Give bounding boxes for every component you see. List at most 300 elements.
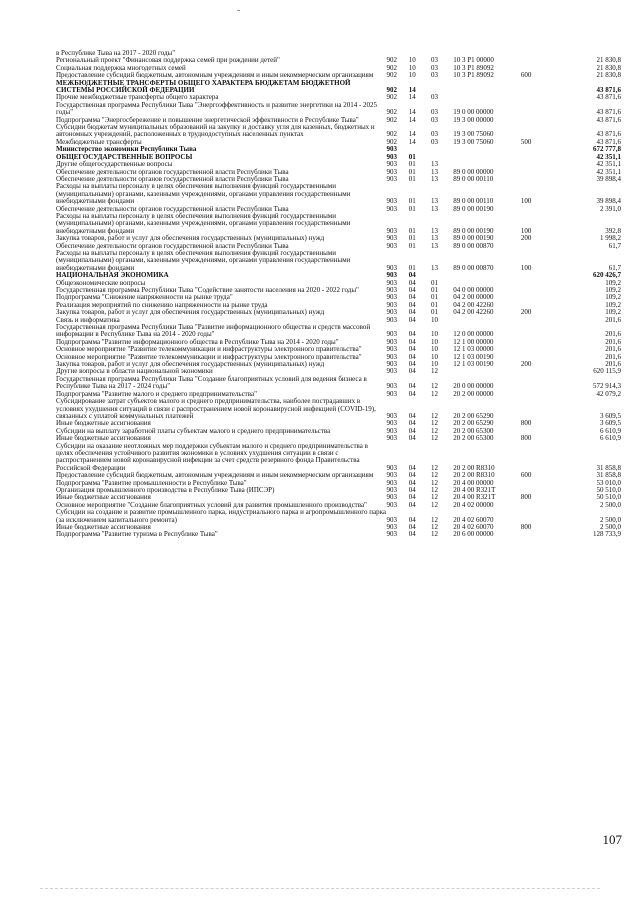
row-amount: 201,6	[605, 330, 621, 339]
row-subsection-code: 12	[430, 493, 438, 502]
row-amount: 201,6	[605, 337, 621, 346]
row-ministry-code: 903	[386, 308, 397, 317]
row-section-code: 04	[408, 286, 416, 294]
row-target-article: 10 3 P1 89092	[453, 63, 494, 72]
row-ministry-code: 903	[386, 478, 397, 487]
row-section-code: 01	[408, 204, 416, 213]
row-target-article: 89 0 00 00870	[453, 263, 494, 272]
row-target-article: 04 0 00 00000	[453, 286, 494, 294]
row-expense-type	[521, 346, 546, 353]
row-target-article	[453, 368, 521, 375]
row-target-article: 04 2 00 00000	[453, 293, 494, 302]
row-target-article: 20 2 00 00000	[453, 389, 494, 398]
row-amount: 31 858,8	[596, 463, 621, 472]
row-expense-type	[521, 398, 546, 420]
row-subsection-code: 03	[430, 115, 438, 124]
row-name: Межбюджетные трансферты	[56, 137, 142, 146]
row-target-article: 89 0 00 00110	[453, 197, 494, 206]
row-section-code: 14	[408, 115, 416, 124]
row-target-article: 19 3 00 00000	[453, 115, 494, 124]
row-name: Субсидирование затрат субъектов малого и среднего предпринимательства, наиболее пострадавших в условиях ухудшения ситуаций в связи с распространением новой коронавирусной инфекцией (COVID-19), связанных с уплатой коммунальных платежей	[56, 397, 376, 420]
row-ministry-code: 903	[386, 160, 397, 169]
row-name: Расходы на выплаты персоналу в целях обеспечения выполнения функций государственными (муниципальными) органами, казенными учреждениями, органами управления государственными внебюджетными фондами	[56, 211, 351, 235]
row-subsection-code: 13	[430, 241, 438, 250]
row-subsection-code: 12	[430, 500, 438, 509]
row-expense-type	[521, 146, 546, 153]
row-target-article	[453, 317, 521, 324]
table-row	[56, 443, 621, 473]
row-section-code: 01	[408, 174, 416, 183]
row-amount: 39 898,4	[596, 197, 621, 206]
row-amount: 392,8	[605, 226, 621, 235]
row-amount: 21 830,8	[596, 56, 621, 65]
row-name: Обеспечение деятельности органов государственной власти Республики Тыва	[56, 241, 289, 250]
row-section-code: 10	[408, 63, 416, 72]
row-expense-type	[521, 376, 546, 391]
row-amount: 53 010,0	[596, 478, 621, 487]
row-ministry-code: 902	[386, 115, 397, 124]
row-amount: 39 898,4	[596, 174, 621, 183]
row-amount: 2 391,0	[600, 204, 621, 213]
row-section-code: 01	[408, 167, 416, 176]
row-target-article: 20 2 00 65300	[453, 426, 494, 435]
row-subsection-code: 13	[430, 197, 438, 206]
row-target-article: 20 4 02 60070	[453, 523, 494, 531]
row-ministry-code: 903	[386, 367, 397, 376]
bottom-divider	[40, 888, 600, 889]
row-subsection-code: 03	[430, 108, 438, 117]
row-ministry-code: 903	[386, 337, 397, 346]
row-ministry-code: 903	[386, 500, 397, 509]
row-target-article: 89 0 00 00190	[453, 226, 494, 235]
row-section-code: 04	[408, 330, 416, 339]
row-name: Закупка товаров, работ и услуг для обеспечения государственных (муниципальных) нужд	[56, 234, 325, 243]
row-section-code: 04	[408, 389, 416, 398]
row-subsection-code: 10	[430, 345, 438, 354]
row-section-code: 04	[408, 426, 416, 435]
row-name: Прочие межбюджетные трансферты общего характера	[56, 93, 219, 102]
row-ministry-code: 903	[386, 411, 397, 420]
row-ministry-code: 903	[386, 530, 397, 539]
row-section-code: 14	[408, 93, 416, 102]
row-subsection-code: 12	[430, 426, 438, 435]
table-row	[56, 509, 621, 524]
row-name: Реализация мероприятий по снижению напряженности на рынке труда	[56, 300, 268, 309]
row-section-code: 10	[408, 71, 416, 80]
row-subsection-code: 03	[430, 137, 438, 146]
row-target-article: 12 1 03 00190	[453, 360, 494, 369]
row-name: Государственная программа Республики Тыва "Содействие занятости населения на 2020 - 2022 годы"	[56, 286, 359, 294]
table-row	[56, 309, 621, 316]
row-name: НАЦИОНАЛЬНАЯ ЭКОНОМИКА	[56, 271, 169, 280]
row-section-code: 04	[408, 345, 416, 354]
row-name: Субсидии на создание и развитие промышленного парка, индустриального парка и агропромышленного парка (за исключением капитального ремонта)	[56, 508, 387, 524]
row-expense-type	[521, 531, 546, 538]
row-subsection-code	[431, 80, 453, 95]
table-row	[56, 250, 621, 272]
table-row	[56, 102, 621, 117]
row-section-code: 04	[408, 434, 416, 443]
row-ministry-code: 902	[386, 93, 397, 102]
row-section-code: 01	[408, 197, 416, 206]
row-subsection-code: 12	[430, 471, 438, 480]
row-expense-type	[521, 317, 546, 324]
row-subsection-code: 12	[430, 411, 438, 420]
row-name: в Республике Тыва на 2017 - 2020 годы"	[56, 49, 176, 57]
row-subsection-code: 01	[430, 300, 438, 309]
row-subsection-code: 12	[430, 523, 438, 531]
row-amount: 1 998,2	[600, 234, 621, 243]
row-ministry-code: 903	[386, 515, 397, 524]
row-expense-type: 800	[520, 493, 532, 502]
row-expense-type: 100	[520, 263, 532, 272]
row-expense-type	[521, 124, 546, 139]
row-ministry-code: 902	[386, 56, 397, 65]
row-name: Министерство экономики Республики Тыва	[56, 145, 197, 154]
row-name: Другие вопросы в области национальной экономики	[56, 367, 213, 376]
row-amount: 43 871,6	[596, 93, 621, 102]
row-section-code: 14	[408, 108, 416, 117]
table-row	[56, 398, 621, 420]
row-ministry-code: 903	[386, 360, 397, 369]
row-name: Иные бюджетные ассигнования	[56, 523, 151, 531]
row-subsection-code: 01	[430, 286, 438, 294]
row-ministry-code: 903	[386, 241, 397, 250]
row-name: Связь и информатика	[56, 315, 120, 324]
row-amount: 2 500,0	[600, 500, 621, 509]
row-target-article: 20 2 00 65290	[453, 419, 494, 428]
row-expense-type	[521, 206, 546, 213]
row-target-article: 10 3 P1 00000	[453, 56, 494, 65]
row-subsection-code: 10	[430, 315, 438, 324]
row-expense-type	[521, 324, 546, 339]
row-subsection-code	[431, 146, 453, 153]
row-ministry-code: 903	[386, 271, 397, 280]
row-section-code: 04	[408, 478, 416, 487]
row-name: Субсидии на оказание неотложных мер поддержки субъектам малого и среднего предпринимательства в целях обеспечения устойчивого развития экономики в условиях ухудшения ситуации в связи с распространением новой коронавирусной инфекции за счет средств резервного фонда Правительства Российской Федерации	[56, 441, 368, 472]
row-name: Основное мероприятие "Развитие телекоммуникации и инфраструктуры электронного правительства"	[56, 345, 362, 354]
row-name: МЕЖБЮДЖЕТНЫЕ ТРАНСФЕРТЫ ОБЩЕГО ХАРАКТЕРА БЮДЖЕТАМ БЮДЖЕТНОЙ СИСТЕМЫ РОССИЙСКОЙ ФЕДЕРАЦИИ	[56, 78, 351, 95]
row-target-article: 10 3 P1 89092	[453, 71, 494, 80]
row-subsection-code: 13	[430, 204, 438, 213]
row-section-code: 04	[408, 411, 416, 420]
row-subsection-code: 12	[430, 367, 438, 376]
table-row	[56, 376, 621, 391]
row-ministry-code: 902	[386, 137, 397, 146]
table-row	[56, 531, 621, 538]
row-amount: 109,2	[605, 293, 621, 302]
row-ministry-code: 903	[386, 389, 397, 398]
row-target-article: 20 2 00 R8310	[453, 463, 495, 472]
row-section-code: 04	[408, 500, 416, 509]
row-amount: 21 830,8	[596, 71, 621, 80]
row-section-code: 04	[408, 308, 416, 317]
row-name: Подпрограмма "Снижение напряженности на рынке труда"	[56, 293, 233, 302]
row-section-code: 04	[408, 530, 416, 539]
row-ministry-code: 903	[386, 485, 397, 494]
row-amount: 109,2	[605, 286, 621, 294]
row-ministry-code: 903	[386, 286, 397, 294]
row-amount: 43 871,6	[596, 115, 621, 124]
row-ministry-code: 902	[386, 71, 397, 80]
row-subsection-code: 13	[430, 174, 438, 183]
row-name: Расходы на выплаты персоналу в целях обеспечения выполнения функций государственными (муниципальными) органами, казенными учреждениями, органами управления государственными внебюджетными фондами	[56, 182, 351, 206]
row-amount: 3 609,5	[600, 411, 621, 420]
row-expense-type	[521, 509, 546, 524]
row-target-article: 20 4 00 R321T	[453, 493, 496, 502]
row-amount: 6 610,9	[600, 434, 621, 443]
row-section-code: 01	[408, 160, 416, 169]
row-amount: 109,2	[605, 278, 621, 287]
row-section-code: 04	[408, 300, 416, 309]
row-expense-type	[521, 176, 546, 183]
scan-mark	[237, 10, 240, 11]
row-amount: 61,7	[608, 241, 621, 250]
row-subsection-code: 13	[430, 234, 438, 243]
row-target-article	[453, 154, 521, 161]
row-amount: 42 079,2	[596, 389, 621, 398]
row-expense-type: 100	[520, 226, 532, 235]
row-amount: 43 871,6	[596, 130, 621, 139]
row-name: Субсидии на выплату заработной платы субъектам малого и среднего предпринимательства	[56, 426, 331, 435]
row-section-code: 10	[408, 56, 416, 65]
row-name: Региональный проект "Финансовая поддержка семей при рождении детей"	[56, 56, 280, 65]
row-ministry-code: 903	[386, 345, 397, 354]
row-target-article: 20 2 00 65300	[453, 434, 494, 443]
row-ministry-code: 903	[386, 330, 397, 339]
row-subsection-code: 03	[430, 93, 438, 102]
row-name: Общеэкономические вопросы	[56, 278, 146, 287]
table-row	[56, 183, 621, 205]
row-amount: 50 510,0	[596, 485, 621, 494]
row-subsection-code: 01	[430, 278, 438, 287]
row-target-article	[453, 272, 521, 279]
row-expense-type	[521, 94, 546, 101]
row-ministry-code: 903	[386, 278, 397, 287]
row-target-article: 20 4 00 R321T	[453, 485, 496, 494]
row-subsection-code: 12	[430, 478, 438, 487]
row-subsection-code: 13	[430, 263, 438, 272]
row-target-article: 04 2 00 42260	[453, 308, 494, 317]
row-subsection-code: 03	[430, 71, 438, 80]
row-section-code: 04	[408, 485, 416, 494]
row-subsection-code: 12	[430, 382, 438, 391]
row-ministry-code: 903	[386, 434, 397, 443]
row-section-code: 14	[408, 86, 416, 95]
row-name: ОБЩЕГОСУДАРСТВЕННЫЕ ВОПРОСЫ	[56, 152, 193, 161]
row-expense-type: 200	[520, 360, 532, 369]
row-expense-type	[521, 80, 546, 95]
row-ministry-code: 903	[386, 471, 397, 480]
row-name: Подпрограмма "Развитие малого и среднего предпринимательства"	[56, 389, 257, 398]
row-target-article: 89 0 00 00110	[453, 174, 494, 183]
row-subsection-code: 03	[430, 130, 438, 139]
row-subsection-code: 12	[430, 515, 438, 524]
row-target-article: 12 1 03 00000	[453, 345, 494, 354]
row-subsection-code: 10	[430, 330, 438, 339]
row-amount: 672 777,8	[593, 145, 621, 154]
row-amount: 21 830,8	[596, 63, 621, 72]
row-name: Подпрограмма "Развитие промышленности в Республике Тыва"	[56, 478, 247, 487]
row-name: Субсидии бюджетам муниципальных образований на закупку и доставку угля для казенных, бюджетных и автономных учреждений, расположенных в труднодоступных населенных пунктах	[56, 123, 375, 139]
row-expense-type: 500	[520, 137, 532, 146]
row-name: Обеспечение деятельности органов государственной власти Республики Тыва	[56, 174, 289, 183]
row-expense-type	[521, 50, 546, 57]
row-subsection-code: 12	[430, 485, 438, 494]
row-subsection-code: 03	[430, 63, 438, 72]
row-name: Обеспечение деятельности органов государственной власти Республики Тыва	[56, 204, 289, 213]
page-number: 107	[602, 832, 622, 847]
row-ministry-code: 903	[386, 352, 397, 361]
row-ministry-code: 903	[386, 204, 397, 213]
row-ministry-code: 902	[386, 130, 397, 139]
row-subsection-code: 12	[430, 434, 438, 443]
row-target-article: 89 0 00 00190	[453, 204, 494, 213]
row-amount: 201,6	[605, 315, 621, 324]
row-section-code: 04	[408, 360, 416, 369]
budget-table-page	[56, 50, 621, 539]
row-amount: 201,6	[605, 352, 621, 361]
row-subsection-code: 01	[430, 308, 438, 317]
row-name: Подпрограмма "Развитие информационного общества в Республике Тыва на 2014 - 2020 годы"	[56, 337, 339, 346]
row-name: Другие общегосударственные вопросы	[56, 160, 173, 169]
row-amount: 42 351,1	[596, 152, 621, 161]
row-expense-type: 800	[520, 523, 532, 531]
row-target-article: 12 0 00 00000	[453, 330, 494, 339]
row-expense-type: 100	[520, 197, 532, 206]
row-target-article: 19 0 00 00000	[453, 108, 494, 117]
row-section-code: 01	[408, 226, 416, 235]
row-section-code: 04	[408, 367, 416, 376]
row-subsection-code: 12	[430, 419, 438, 428]
row-target-article: 19 3 00 75060	[453, 130, 494, 139]
row-amount: 201,6	[605, 360, 621, 369]
budget-table-body	[56, 50, 621, 539]
row-amount: 572 914,3	[593, 382, 621, 391]
row-amount: 50 510,0	[596, 493, 621, 502]
row-name: Подпрограмма "Развитие туризма в Республике Тыва"	[56, 530, 218, 539]
row-name: Закупка товаров, работ и услуг для обеспечения государственных (муниципальных) нужд	[56, 360, 325, 369]
row-expense-type: 600	[520, 471, 532, 480]
row-name: Основное мероприятие "Развитие телекоммуникации и инфраструктуры электронного правительства"	[56, 352, 362, 361]
row-ministry-code: 902	[386, 63, 397, 72]
table-row	[56, 213, 621, 235]
row-ministry-code: 903	[386, 197, 397, 206]
row-section-code: 04	[408, 278, 416, 287]
row-name: Предоставление субсидий бюджетным, автономным учреждениям и иным некоммерческим организациям	[56, 471, 374, 480]
row-name: Организация промышленного производства в Республике Тыва (ИПСЭР)	[56, 485, 275, 494]
row-target-article: 89 0 00 00000	[453, 167, 494, 176]
row-ministry-code: 903	[386, 293, 397, 302]
row-section-code: 04	[408, 523, 416, 531]
row-amount: 43 871,6	[596, 108, 621, 117]
row-ministry-code: 903	[386, 234, 397, 243]
row-subsection-code: 12	[430, 389, 438, 398]
row-expense-type	[521, 502, 546, 509]
row-ministry-code: 903	[386, 426, 397, 435]
row-subsection-code: 13	[430, 167, 438, 176]
row-name: Подпрограмма "Энергосбережение и повышение энергетической эффективности в Республике Тыва"	[56, 115, 359, 124]
row-target-article: 89 0 00 00870	[453, 241, 494, 250]
row-target-article: 20 0 00 00000	[453, 382, 494, 391]
row-section-code: 04	[408, 337, 416, 346]
row-section-code: 14	[408, 130, 416, 139]
row-section-code: 04	[408, 315, 416, 324]
row-ministry-code: 903	[386, 493, 397, 502]
row-expense-type	[521, 243, 546, 250]
row-section-code: 14	[408, 137, 416, 146]
row-amount: 128 733,9	[593, 530, 621, 539]
row-expense-type	[521, 272, 546, 279]
row-name: Иные бюджетные ассигнования	[56, 434, 151, 443]
row-name: Государственная программа Республики Тыва "Создание благоприятных условий для ведения бизнеса в Республике Тыва на 2017 - 2024 годы"	[56, 374, 367, 391]
row-name: Закупка товаров, работ и услуг для обеспечения государственных (муниципальных) нужд	[56, 308, 325, 317]
row-target-article: 20 4 00 00000	[453, 478, 494, 487]
row-ministry-code: 903	[386, 419, 397, 428]
row-expense-type	[521, 294, 546, 301]
row-amount: 43 871,6	[596, 86, 621, 95]
row-ministry-code: 903	[386, 167, 397, 176]
row-amount: 61,7	[608, 263, 621, 272]
row-expense-type	[521, 280, 546, 287]
row-ministry-code: 903	[386, 463, 397, 472]
row-section-code: 04	[408, 352, 416, 361]
row-section-code: 04	[408, 471, 416, 480]
row-amount: 620 115,9	[593, 367, 621, 376]
row-name: Основное мероприятие "Создание благоприятных условий для развития промышленного производства"	[56, 500, 367, 509]
row-name: Иные бюджетные ассигнования	[56, 493, 151, 502]
row-expense-type	[521, 117, 546, 124]
row-amount: 42 351,1	[596, 160, 621, 169]
row-target-article: 20 6 00 00000	[453, 530, 494, 539]
row-subsection-code: 12	[430, 463, 438, 472]
row-expense-type: 200	[520, 308, 532, 317]
row-expense-type	[521, 391, 546, 398]
row-subsection-code: 13	[430, 160, 438, 169]
row-expense-type	[521, 169, 546, 176]
row-amount: 31 858,8	[596, 471, 621, 480]
row-expense-type	[521, 161, 546, 168]
row-name: Обеспечение деятельности органов государственной власти Республики Тыва	[56, 167, 289, 176]
row-ministry-code: 903	[386, 145, 397, 154]
table-row	[56, 324, 621, 339]
row-target-article	[453, 94, 521, 101]
row-section-code: 04	[408, 293, 416, 302]
row-target-article: 89 0 00 00190	[453, 234, 494, 243]
row-subsection-code: 10	[430, 360, 438, 369]
row-ministry-code: 903	[386, 152, 397, 161]
row-target-article	[453, 146, 521, 153]
row-amount: 620 426,7	[593, 271, 621, 280]
row-amount: 109,2	[605, 308, 621, 317]
row-target-article	[453, 80, 521, 95]
row-target-article: 12 1 00 00000	[453, 337, 494, 346]
row-expense-type	[521, 443, 546, 473]
row-name: Расходы на выплаты персоналу в целях обеспечения выполнения функций государственными (муниципальными) органами, казенными учреждениями, органами управления государственными внебюджетными фондами	[56, 248, 351, 272]
row-target-article: 20 4 02 00000	[453, 500, 494, 509]
row-section-code: 04	[408, 515, 416, 524]
row-ministry-code: 903	[386, 174, 397, 183]
row-section-code: 04	[408, 382, 416, 391]
row-ministry-code: 902	[386, 108, 397, 117]
budget-table	[56, 50, 621, 539]
row-name: Социальная поддержка многодетных семей	[56, 63, 186, 72]
row-amount: 6 610,9	[600, 426, 621, 435]
row-section-code: 04	[408, 463, 416, 472]
row-section-code: 01	[408, 241, 416, 250]
row-target-article: 04 2 00 42260	[453, 300, 494, 309]
row-expense-type	[521, 154, 546, 161]
